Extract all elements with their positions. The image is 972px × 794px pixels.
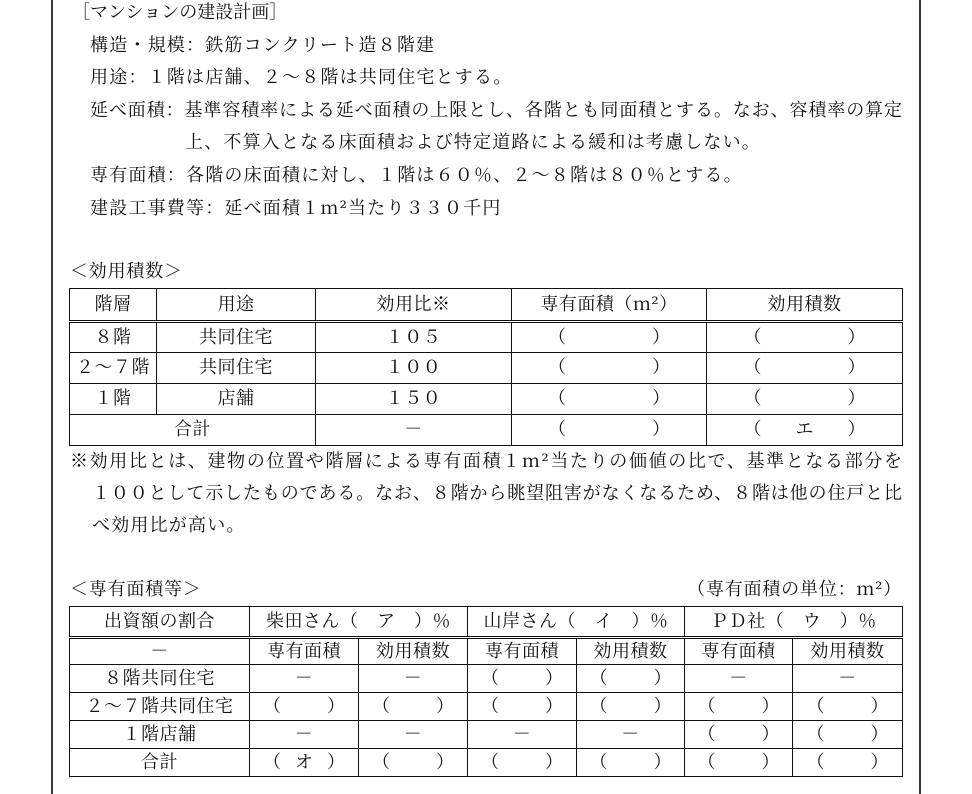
answer-cell: [468, 665, 577, 693]
answer-blank: [481, 669, 563, 689]
subheader-cell: 専有面積: [468, 638, 577, 665]
answer-blank: [698, 725, 780, 745]
answer-cell: [707, 415, 903, 446]
answer-blank: [481, 753, 563, 773]
subheader-cell: 効用積数: [577, 638, 685, 665]
answer-blank: [807, 697, 889, 717]
paren-open: （: [548, 357, 566, 378]
paren-close: ）: [870, 695, 889, 717]
answer-blank: [744, 328, 866, 348]
paren-open: （: [806, 695, 825, 717]
paren-close: ）: [327, 751, 345, 773]
answer-blank: [263, 753, 345, 773]
table-cell: －: [250, 665, 359, 693]
utility-row: [70, 353, 903, 384]
paren-open: （: [548, 326, 566, 348]
ownership-row: [70, 665, 903, 693]
utility-table-heading: ＜効用積数＞: [70, 261, 183, 282]
column-header: 出資額の割合: [70, 607, 250, 638]
paren-close: ）: [761, 751, 780, 773]
investor-header: 山岸さん（ イ ）％: [468, 607, 685, 638]
utility-total-row: [70, 415, 903, 446]
paren-open: （: [697, 751, 716, 773]
column-header: 効用比※: [316, 289, 512, 322]
answer-blank: [807, 725, 889, 745]
paren-open: （: [263, 751, 281, 773]
answer-cell: [468, 749, 577, 777]
paren-open: （: [806, 723, 825, 745]
plan-item-label: 専有面積：: [90, 165, 186, 186]
subheader-cell: 専有面積: [250, 638, 359, 665]
investor-header: ＰＤ社（ ウ ）％: [685, 607, 903, 638]
column-header: 専有面積（ｍ²）: [512, 289, 707, 322]
utility-row: [70, 322, 903, 353]
paren-open: （: [743, 357, 762, 378]
paren-open: （: [743, 326, 762, 348]
utility-row: [70, 384, 903, 415]
subheader-cell: 専有面積: [685, 638, 793, 665]
paren-close: ）: [652, 357, 670, 378]
answer-blank: [590, 753, 672, 773]
answer-blank: [807, 753, 889, 773]
ownership-table: [69, 606, 903, 777]
plan-floor-area-line-2: 上、不算入となる床面積および特定道路による緩和は考慮しない。: [185, 132, 761, 153]
plan-structure-line: [90, 34, 435, 58]
paren-close: ）: [847, 419, 866, 440]
paren-open: （: [372, 751, 390, 773]
answer-blank: [263, 697, 345, 717]
paren-open: （: [589, 695, 608, 717]
answer-cell: [512, 415, 707, 446]
paren-close: ）: [652, 419, 670, 440]
paren-close: ）: [653, 667, 672, 689]
answer-cell: [359, 693, 468, 721]
table-cell: －: [793, 665, 903, 693]
paren-open: （: [806, 751, 825, 773]
paren-close: ）: [436, 751, 454, 773]
paren-open: （: [548, 419, 566, 440]
ownership-row: [70, 749, 903, 777]
plan-construction-cost-line: [90, 197, 502, 221]
utility-note-line-2: １００として示したものである。なお、８階から眺望阻害がなくなるため、８階は他の住戸と比: [92, 483, 902, 504]
paren-open: （: [589, 751, 608, 773]
answer-cell: [359, 749, 468, 777]
answer-blank: [744, 420, 866, 440]
row-label: １階店舗: [70, 721, 250, 749]
plan-exclusive-area-line: [90, 164, 743, 188]
table-cell: －: [577, 721, 685, 749]
paren-close: ）: [653, 751, 672, 773]
paren-open: （: [697, 695, 716, 717]
paren-close: ）: [652, 326, 670, 348]
answer-label: エ: [795, 419, 814, 440]
subheader-cell: 効用積数: [359, 638, 468, 665]
plan-item-label: 建設工事費等：: [90, 198, 225, 219]
paren-open: （: [697, 723, 716, 745]
page-frame-right-border: [919, 0, 921, 794]
ownership-header-row: [70, 607, 903, 638]
utility-note-line-1: ※効用比とは、建物の位置や階層による専有面積１ｍ²当たりの価値の比で、基準となる部分を: [70, 451, 902, 472]
answer-blank: [698, 697, 780, 717]
answer-blank: [744, 358, 866, 378]
ownership-row: [70, 693, 903, 721]
row-label: ２～７階共同住宅: [70, 693, 250, 721]
table-cell: －: [359, 721, 468, 749]
plan-item-text: １階は店舗、２～８階は共同住宅とする。: [147, 67, 513, 88]
paren-close: ）: [436, 695, 454, 717]
ownership-table-heading: ＜専有面積等＞: [70, 579, 202, 600]
paren-open: （: [481, 695, 499, 717]
plan-item-text: 基準容積率による延べ面積の上限とし、各階とも同面積とする。なお、容積率の算定: [184, 100, 902, 121]
plan-item-text: 延べ面積１ｍ²当たり３３０千円: [224, 198, 502, 219]
answer-blank: [590, 669, 672, 689]
row-label: 合計: [70, 749, 250, 777]
table-cell: －: [468, 721, 577, 749]
answer-cell: [793, 749, 903, 777]
paren-open: （: [481, 667, 499, 689]
answer-blank: [548, 358, 670, 378]
paren-close: ）: [545, 667, 563, 689]
table-cell: ２～７階: [70, 353, 157, 384]
table-cell: １００: [316, 353, 512, 384]
answer-cell: [512, 322, 707, 353]
paren-close: ）: [327, 695, 345, 717]
paren-open: （: [743, 388, 762, 409]
plan-item-label: 用途：: [90, 67, 148, 88]
plan-item-label: 延べ面積：: [90, 100, 185, 121]
ownership-unit-note: （専有面積の単位：ｍ²）: [687, 579, 902, 600]
column-header: 効用積数: [707, 289, 903, 322]
table-cell: －: [359, 665, 468, 693]
paren-close: ）: [545, 695, 563, 717]
answer-blank: [744, 389, 866, 409]
table-cell: １５０: [316, 384, 512, 415]
table-cell: －: [685, 665, 793, 693]
paren-close: ）: [653, 695, 672, 717]
plan-item-text: 各階の床面積に対し、１階は６０％、２～８階は８０％とする。: [186, 165, 743, 186]
investor-header: 柴田さん（ ア ）％: [250, 607, 468, 638]
table-cell: －: [250, 721, 359, 749]
answer-cell: [793, 721, 903, 749]
page-frame-left-border: [51, 0, 53, 794]
answer-blank: [372, 753, 454, 773]
table-cell: 店舗: [157, 384, 316, 415]
column-header: 用途: [157, 289, 316, 322]
paren-open: （: [743, 419, 762, 440]
utility-note-line-3: べ効用比が高い。: [92, 515, 246, 536]
answer-blank: [372, 697, 454, 717]
table-cell: －: [316, 415, 512, 446]
answer-cell: [793, 693, 903, 721]
plan-item-label: 構造・規模：: [90, 35, 206, 56]
paren-close: ）: [652, 388, 670, 409]
plan-heading: ［マンションの建設計画］: [72, 2, 288, 23]
paren-close: ）: [847, 388, 866, 409]
answer-cell: [707, 322, 903, 353]
table-cell: １階: [70, 384, 157, 415]
paren-close: ）: [761, 723, 780, 745]
answer-cell: [250, 693, 359, 721]
paren-close: ）: [847, 326, 866, 348]
ownership-subheader-row: [70, 638, 903, 665]
plan-use-line: [90, 66, 512, 90]
subheader-cell: 効用積数: [793, 638, 903, 665]
paren-open: （: [372, 695, 390, 717]
answer-cell: [250, 749, 359, 777]
answer-blank: [481, 697, 563, 717]
paren-open: （: [589, 667, 608, 689]
row-label: ８階共同住宅: [70, 665, 250, 693]
paren-open: （: [263, 695, 281, 717]
paren-close: ）: [870, 751, 889, 773]
answer-blank: [698, 753, 780, 773]
answer-cell: [707, 384, 903, 415]
answer-cell: [685, 721, 793, 749]
paren-close: ）: [870, 723, 889, 745]
answer-cell: [685, 749, 793, 777]
answer-blank: [548, 328, 670, 348]
answer-blank: [548, 420, 670, 440]
answer-cell: [512, 384, 707, 415]
plan-item-text: 鉄筋コンクリート造８階建: [205, 35, 436, 56]
utility-header-row: [70, 289, 903, 322]
ownership-row: [70, 721, 903, 749]
answer-cell: [577, 693, 685, 721]
answer-cell: [577, 665, 685, 693]
paren-open: （: [481, 751, 499, 773]
plan-floor-area-line-1: [90, 99, 902, 123]
table-cell: ８階: [70, 322, 157, 353]
paren-close: ）: [545, 751, 563, 773]
column-header: 階層: [70, 289, 157, 322]
total-label: 合計: [70, 415, 316, 446]
utility-table: [69, 288, 903, 446]
answer-label: オ: [295, 751, 313, 773]
answer-cell: [512, 353, 707, 384]
table-cell: 共同住宅: [157, 353, 316, 384]
answer-cell: [468, 693, 577, 721]
subheader-cell: －: [70, 638, 250, 665]
paren-open: （: [548, 388, 566, 409]
answer-cell: [685, 693, 793, 721]
answer-cell: [707, 353, 903, 384]
table-cell: １０５: [316, 322, 512, 353]
table-cell: 共同住宅: [157, 322, 316, 353]
answer-blank: [548, 389, 670, 409]
paren-close: ）: [761, 695, 780, 717]
paren-close: ）: [847, 357, 866, 378]
answer-cell: [577, 749, 685, 777]
answer-blank: [590, 697, 672, 717]
